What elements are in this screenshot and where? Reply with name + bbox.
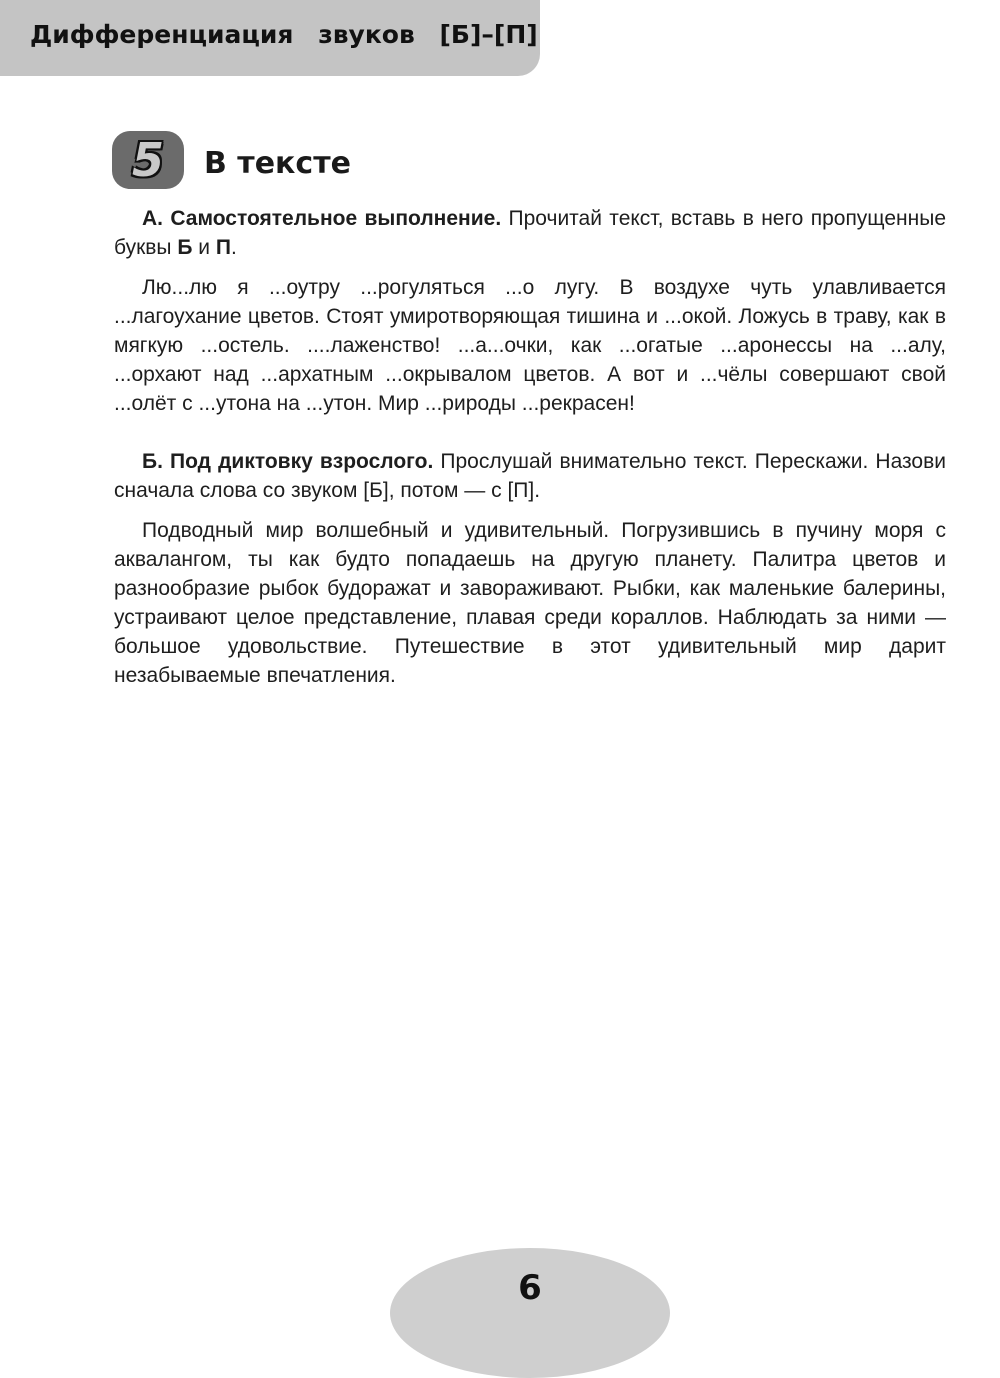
task-b-instruction-text: Прослушай внимательно текст. Перескажи. Назови сначала слова со звуком [Б], потом — с [П].	[114, 450, 946, 502]
task-a-instruction-text: Прочитай текст, вставь в него пропущенные буквы	[114, 207, 946, 259]
conjunction: и	[192, 236, 216, 259]
task-a-instruction	[114, 204, 946, 262]
task-b-text	[114, 516, 946, 690]
page-header-title: Дифференциация звуков [Б]–[П]	[30, 20, 538, 49]
task-b-instruction	[114, 447, 946, 505]
task-b-paragraph: Подводный мир волшебный и удивительный. Погрузившись в пучину моря с аквалангом, ты как будто попадаешь на другую планету. Палитра цветов и разнообразие рыбок будоражат и завораживают. Рыбки, как маленькие балерины, устраивают целое представление, плавая среди кораллов. Наблюдать за ними — большое удовольствие. Путешествие в этот удивительный мир дарит незабываемые впечатления.	[114, 519, 946, 687]
page-number: 6	[518, 1268, 542, 1308]
letter-b: Б	[177, 236, 193, 259]
header-tab	[0, 0, 540, 76]
sentence-end: .	[230, 236, 237, 259]
section-number: 5	[131, 133, 164, 187]
task-a-label: А. Самостоятельное выполнение.	[142, 207, 502, 230]
section-number-badge	[112, 131, 184, 189]
section-title: В тексте	[204, 146, 351, 181]
task-b-label: Б. Под диктовку взрослого.	[142, 450, 434, 473]
task-a-paragraph: Лю...лю я ...оутру ...рогуляться ...о лугу. В воздухе чуть улавливается ...лагоухание цветов. Стоят умиротворяющая тишина и ...окой. Ложусь в траву, как в мягкую ...остель. ....лаженство! ...а...очки, как ...огатые ...аронессы на ...алу, ...орхают над ...архатным ...окрывалом цветов. А вот и ...чёлы совершают свой ...олёт с ...утона на ...утон. Мир ...рироды ...рекрасен!	[114, 276, 946, 415]
letter-p: П	[215, 236, 231, 259]
task-a-text	[114, 273, 946, 418]
